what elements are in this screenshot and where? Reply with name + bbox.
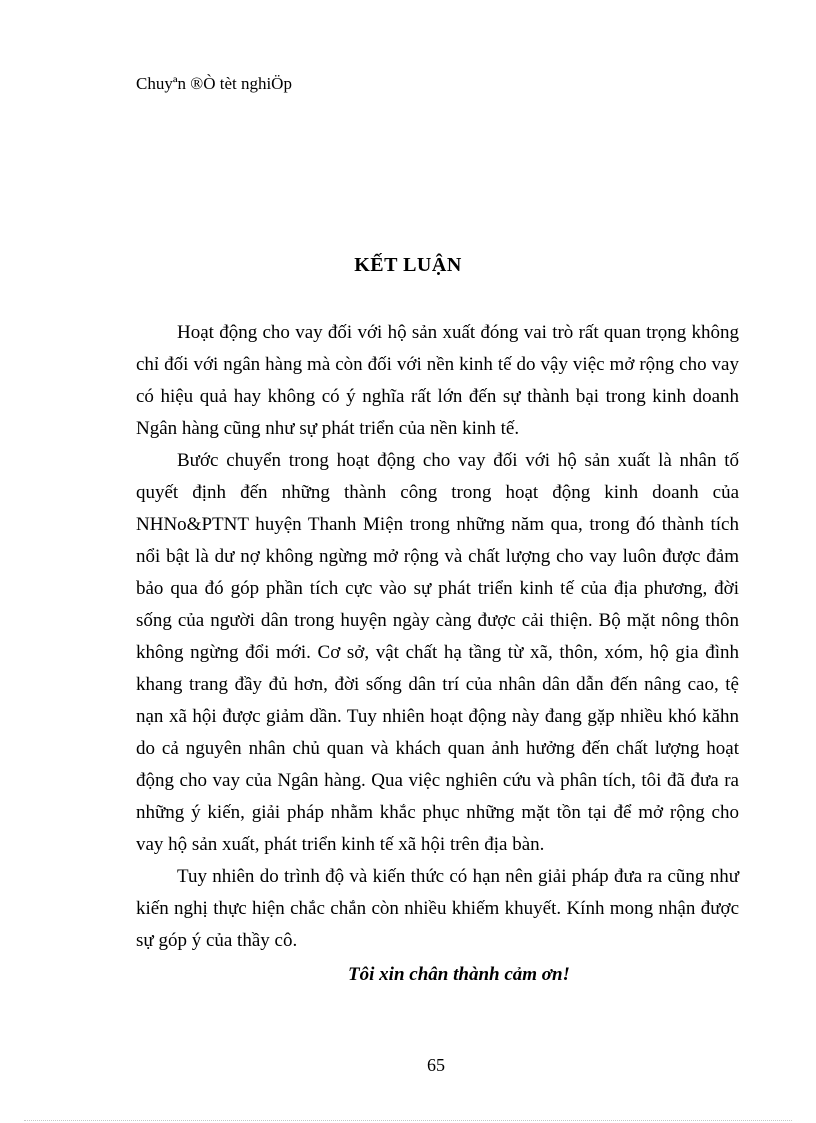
page-title: KẾT LUẬN — [354, 254, 462, 276]
page-number: 65 — [427, 1055, 445, 1075]
paragraph: Tuy nhiên do trình độ và kiến thức có hạn nên giải pháp đưa ra cũng như kiến nghị thực hiện chắc chắn còn nhiều khiếm khuyết. Kính mong nhận được sự góp ý của thầy cô. — [136, 866, 739, 951]
paragraph: Hoạt động cho vay đối với hộ sản xuất đóng vai trò rất quan trọng không chỉ đối với ngân hàng mà còn đối với nền kinh tế do vậy việc mở rộng cho vay có hiệu quả hay không có ý nghĩa rất lớn đến sự thành bại trong kinh doanh Ngân hàng cũng như sự phát triển của nền kinh tế. — [136, 322, 739, 439]
closing-line: Tôi xin chân thành cảm ơn! — [348, 964, 570, 985]
running-header: Chuyªn ®Ò tèt nghiÖp — [136, 74, 292, 93]
body-text — [136, 317, 739, 957]
page-bottom-divider — [24, 1120, 792, 1121]
paragraph: Bước chuyển trong hoạt động cho vay đối với hộ sản xuất là nhân tố quyết định đến những thành công trong hoạt động kinh doanh của NHNo&PTNT huyện Thanh Miện trong những năm qua, trong đó thành tích nổi bật là dư nợ không ngừng mở rộng và chất lượng cho vay luôn được đảm bảo qua đó góp phần tích cực vào sự phát triển kinh tế của địa phương, đời sống của người dân trong huyện ngày càng được cải thiện. Bộ mặt nông thôn không ngừng đổi mới. Cơ sở, vật chất hạ tầng từ xã, thôn, xóm, hộ gia đình khang trang đầy đủ hơn, đời sống dân trí của nhân dân dẫn đến nâng cao, tệ nạn xã hội được giảm dần. Tuy nhiên hoạt động này đang gặp nhiều khó kăhn do cả nguyên nhân chủ quan và khách quan ảnh hưởng đến chất lượng hoạt động cho vay của Ngân hàng. Qua việc nghiên cứu và phân tích, tôi đã đưa ra những ý kiến, giải pháp nhằm khắc phục những mặt tồn tại để mở rộng cho vay hộ sản xuất, phát triển kinh tế xã hội trên địa bàn. — [136, 450, 739, 855]
